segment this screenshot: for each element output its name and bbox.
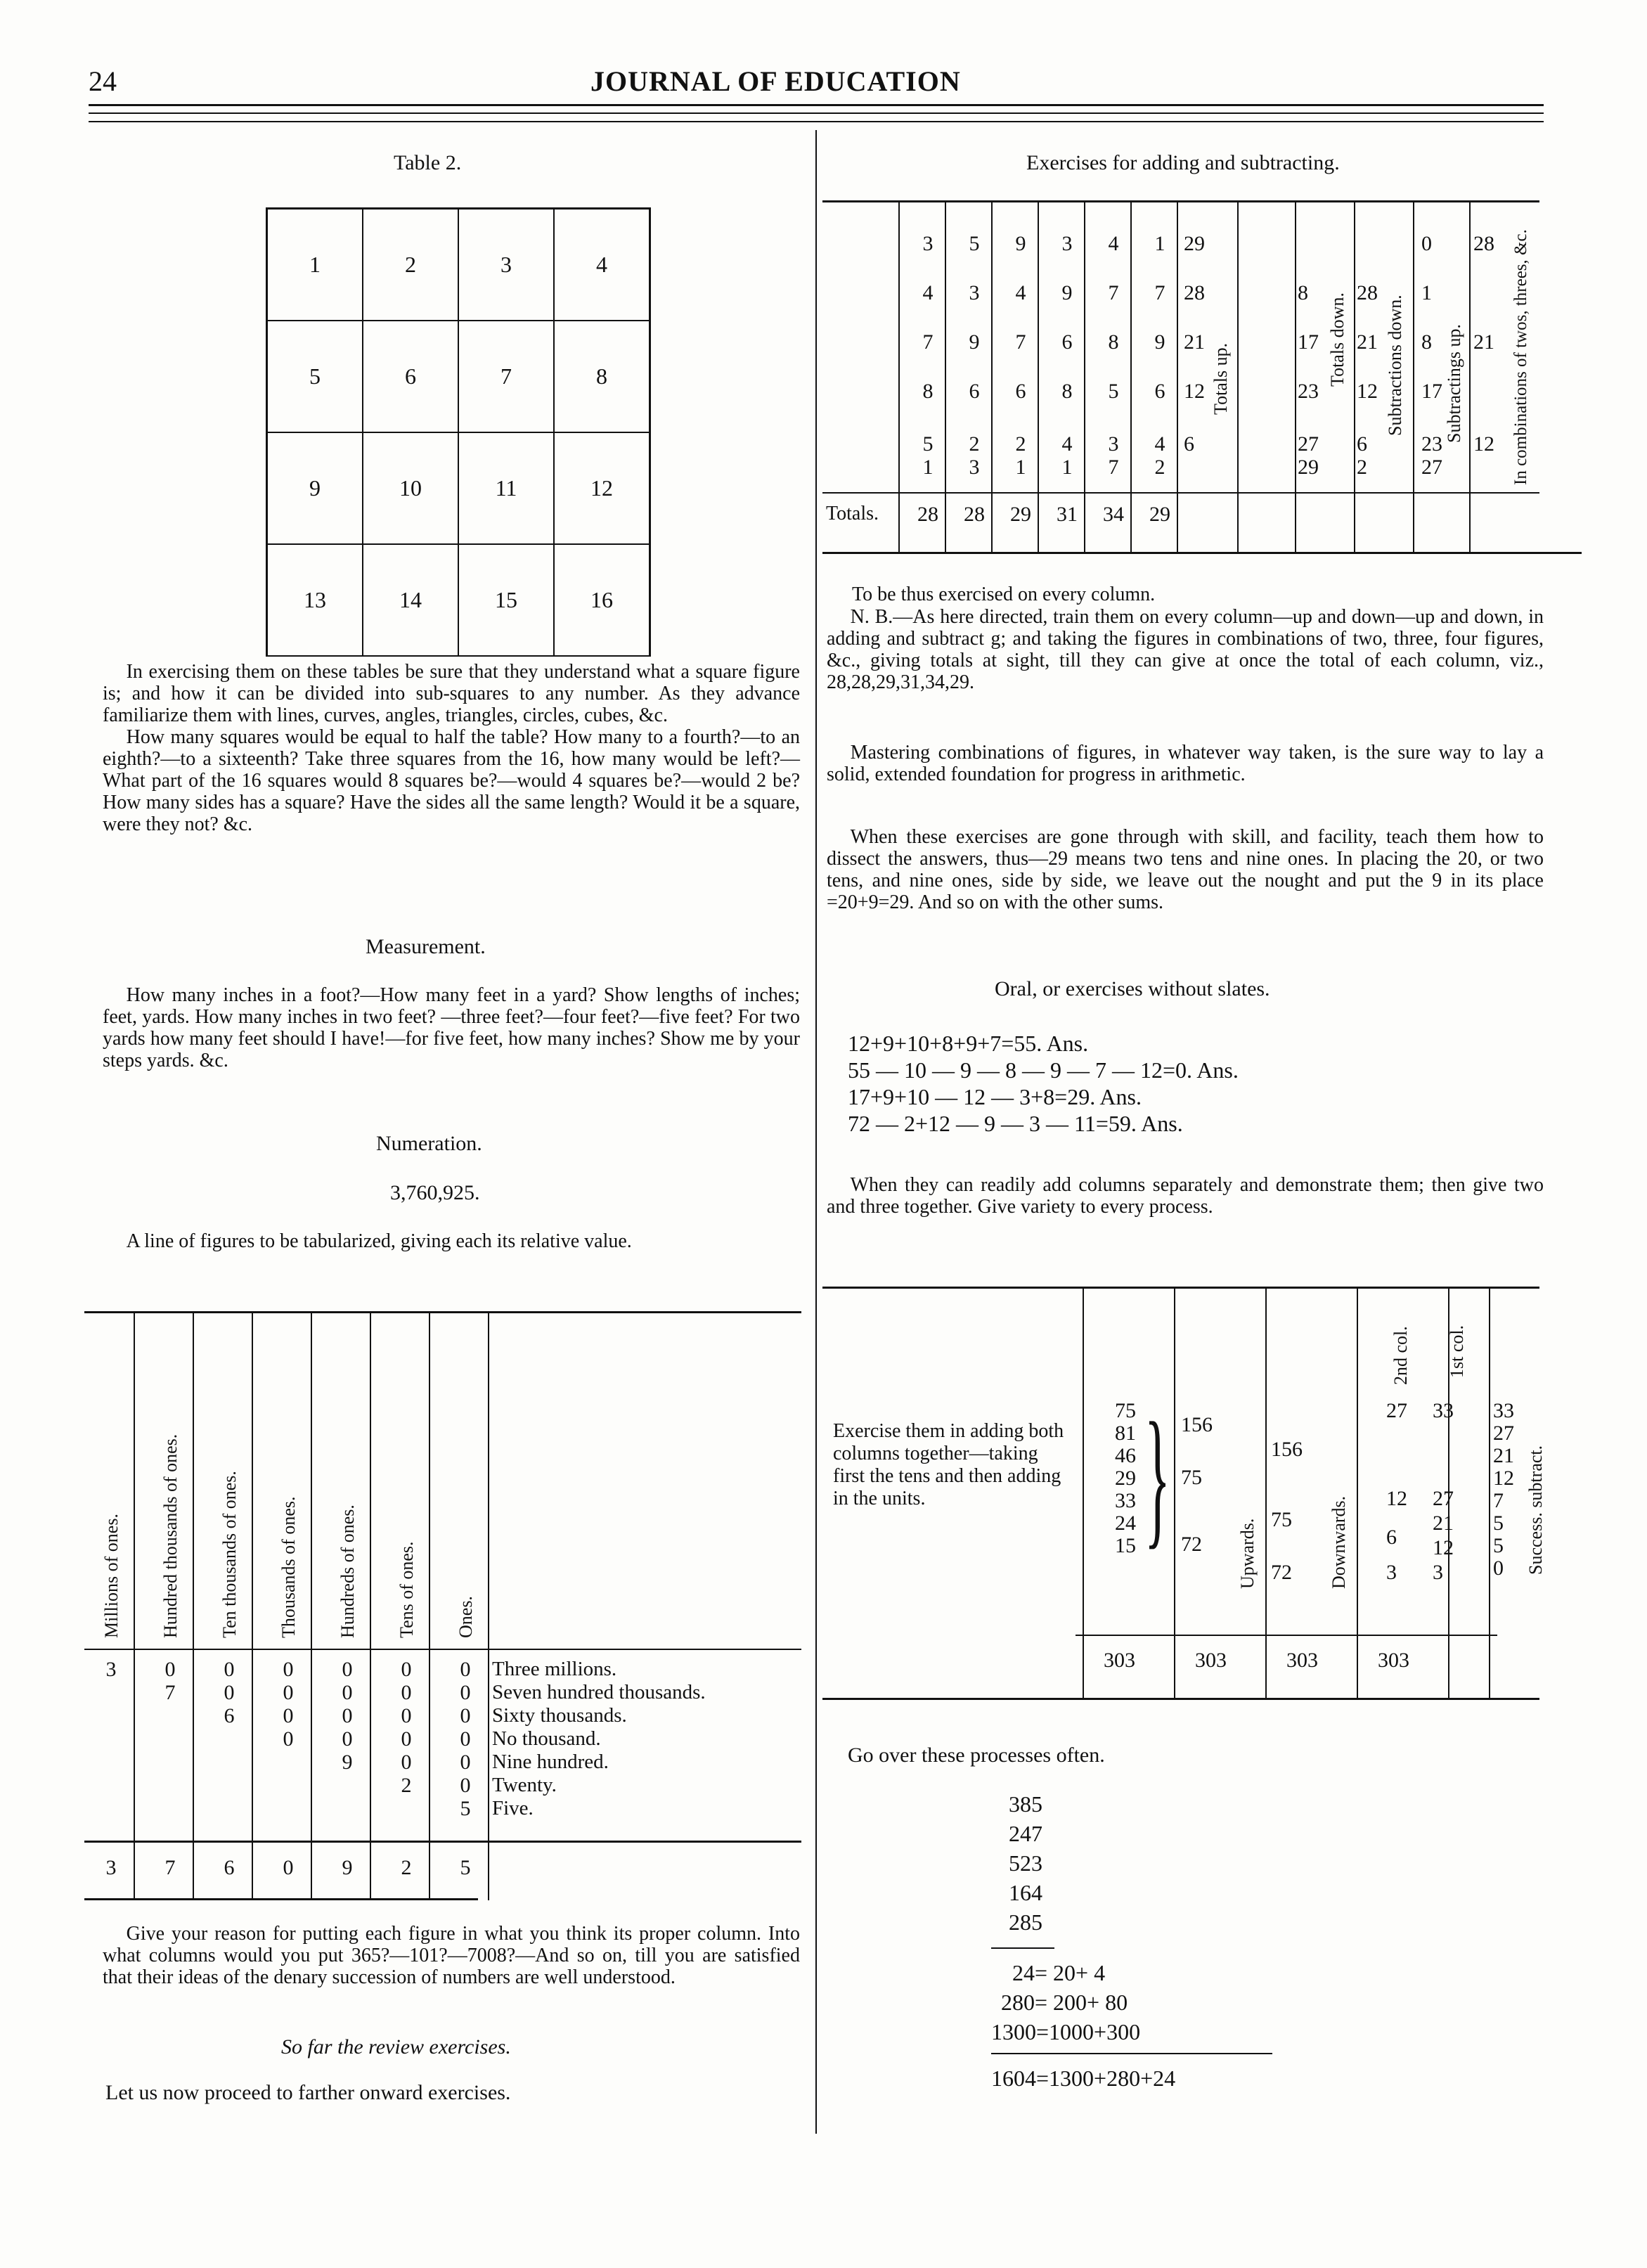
table2-cell: 12: [554, 432, 650, 544]
ex-figure: 7: [922, 330, 934, 354]
table2-cell: 14: [363, 544, 458, 656]
adding-total: 303: [1104, 1649, 1135, 1672]
adding-value: 46: [1115, 1444, 1136, 1467]
place-digit: 5: [460, 1797, 471, 1820]
adding-total: 303: [1195, 1649, 1227, 1672]
place-col-line: [134, 1313, 135, 1900]
totals-down-value: 8: [1298, 281, 1308, 304]
ex-col-line: [991, 202, 993, 554]
place-digit: 3: [105, 1658, 117, 1681]
squares-paragraph: [103, 661, 800, 835]
table2-cell: 7: [458, 321, 554, 432]
table2-cell: 1: [267, 209, 363, 321]
add-col-line: [1489, 1289, 1490, 1700]
place-column-header: Hundred thousands of ones.: [160, 1433, 181, 1638]
add-col-line: [1357, 1289, 1358, 1700]
place-column-header: Ten thousands of ones.: [219, 1471, 240, 1638]
ex-col-line: [945, 202, 946, 554]
add-table-top: [822, 1287, 1539, 1289]
place-digit: 0: [164, 1658, 176, 1681]
ex-figure: 3: [969, 281, 980, 304]
table2-row: [267, 209, 650, 321]
totals-up-value: 28: [1184, 281, 1205, 304]
col2-value: 3: [1386, 1561, 1397, 1584]
place-digit: 0: [460, 1774, 471, 1797]
column-divider: [815, 130, 817, 2134]
sub-up-value: 1: [1421, 281, 1432, 304]
place-column-header: Hundreds of ones.: [337, 1505, 358, 1638]
ex-figure: 2: [969, 432, 980, 456]
sub-down-label: Subtractions down.: [1385, 295, 1405, 436]
place-digit: 0: [401, 1704, 412, 1727]
ex-figure: 4: [1015, 281, 1026, 304]
col1-value: 21: [1433, 1512, 1454, 1535]
ex-figure: 4: [1108, 232, 1119, 255]
ex-total: 29: [1149, 503, 1170, 526]
header-rule: [89, 104, 1544, 106]
place-row-label: Three millions.: [492, 1658, 617, 1680]
table2-cell: 9: [267, 432, 363, 544]
sub-up-value: 0: [1421, 232, 1432, 255]
sum-breakdown-line: 24= 20+ 4: [1012, 1960, 1106, 1985]
header-rule-3: [89, 121, 1544, 122]
ex-figure: 7: [1108, 281, 1119, 304]
adding-brace: }: [1144, 1391, 1170, 1562]
ex-totals-label: Totals.: [826, 503, 879, 524]
place-digit: 2: [401, 1774, 412, 1797]
ex-figure: 9: [1015, 232, 1026, 255]
combos-label: In combinations of twos, threes, &c.: [1511, 229, 1530, 485]
combo-value: 28: [1473, 232, 1494, 255]
place-row-label: Five.: [492, 1797, 534, 1819]
ex-figure: 6: [969, 380, 980, 403]
adding-text: Exercise them in adding both columns together—taking first the tens and then adding in the units.: [833, 1420, 1064, 1509]
journal-title: JOURNAL OF EDUCATION: [590, 65, 961, 97]
ex-col-line: [1084, 202, 1085, 554]
col1-label: 1st col.: [1447, 1325, 1467, 1378]
ex-col-line: [1469, 202, 1471, 554]
ex-figure: 4: [1154, 432, 1165, 456]
place-row-label: Twenty.: [492, 1774, 557, 1796]
ex-figure: 5: [969, 232, 980, 255]
ex-figure: 1: [922, 456, 934, 479]
place-digit: 7: [164, 1681, 176, 1704]
ex-col-line: [1130, 202, 1132, 554]
place-row-label: No thousand.: [492, 1727, 601, 1750]
place-total: 2: [401, 1856, 412, 1879]
upwards-value: 75: [1181, 1466, 1202, 1489]
ex-table-totals-top: [822, 492, 1539, 494]
numeration-heading: Numeration.: [376, 1132, 482, 1155]
col1-value: 27: [1433, 1487, 1454, 1510]
upwards-value: 72: [1181, 1533, 1202, 1556]
place-digit: 0: [401, 1751, 412, 1774]
sum-rule: [991, 1947, 1054, 1949]
success-value: 33: [1493, 1399, 1514, 1422]
table2-cell: 11: [458, 432, 554, 544]
totals-up-value: 12: [1184, 380, 1205, 403]
col2-value: 6: [1386, 1526, 1397, 1549]
place-digit: 9: [342, 1751, 353, 1774]
place-col-line: [311, 1313, 312, 1900]
success-label: Success. subtract.: [1525, 1445, 1546, 1575]
ex-total: 31: [1057, 503, 1078, 526]
sub-up-value: 8: [1421, 330, 1432, 354]
place-digit: 0: [224, 1658, 235, 1681]
ex-col-line: [898, 202, 900, 554]
place-digit: 0: [224, 1681, 235, 1704]
place-col-line: [193, 1313, 194, 1900]
success-value: 12: [1493, 1467, 1514, 1490]
ex-figure: 6: [1061, 330, 1073, 354]
success-value: 0: [1493, 1557, 1504, 1580]
totals-down-label: Totals down.: [1327, 292, 1348, 387]
place-col-line: [488, 1313, 489, 1900]
totals-down-value: 17: [1298, 330, 1319, 354]
review-line: So far the review exercises.: [281, 2035, 511, 2058]
place-digit: 0: [283, 1658, 294, 1681]
place-row-label: Nine hundred.: [492, 1751, 609, 1773]
place-digit: 0: [283, 1727, 294, 1751]
table2-cell: 2: [363, 209, 458, 321]
place-digit: 0: [460, 1727, 471, 1751]
place-digit: 0: [342, 1704, 353, 1727]
place-column-header: Tens of ones.: [396, 1541, 417, 1638]
adding-value: 75: [1115, 1399, 1136, 1422]
ex-figure: 2: [1154, 456, 1165, 479]
sub-down-value: 2: [1357, 456, 1367, 479]
ex-total: 28: [964, 503, 985, 526]
place-total: 3: [105, 1856, 117, 1879]
sum-final-rule: [991, 2053, 1272, 2054]
add-col-line: [1083, 1289, 1084, 1700]
header-rule-2: [89, 112, 1544, 114]
table2-cell: 10: [363, 432, 458, 544]
ex-col-line: [1413, 202, 1414, 554]
when-paragraph: When these exercises are gone through with skill, and facility, teach them how to dissect the answers, thus—29 means two tens and nine ones. In placing the 20, or two tens, and nine ones, side by side, we leave out the nought and put the 9 in its place =20+9=29. And so on with the other sums.: [827, 826, 1544, 913]
place-column-header: Ones.: [456, 1596, 476, 1638]
sum-number: 385: [1009, 1791, 1042, 1817]
col2-value: 12: [1386, 1487, 1407, 1510]
ex-col-line: [1038, 202, 1039, 554]
place-digit: 0: [342, 1727, 353, 1751]
downwards-value: 156: [1271, 1438, 1303, 1461]
reason-paragraph: Give your reason for putting each figure in what you think its proper column. Into what columns would you put 365?—101?—7008?—And so on, till you are satisfied that their ideas of the denary succession of numbers are well understood.: [103, 1923, 800, 1988]
sub-down-value: 21: [1357, 330, 1378, 354]
ex-total: 28: [917, 503, 938, 526]
sum-number: 247: [1009, 1821, 1042, 1846]
adding-value: 81: [1115, 1422, 1136, 1445]
place-total: 0: [283, 1856, 294, 1879]
sub-up-value: 27: [1421, 456, 1442, 479]
sub-down-value: 12: [1357, 380, 1378, 403]
ex-figure: 3: [922, 232, 934, 255]
ex-figure: 3: [1061, 232, 1073, 255]
ex-figure: 6: [1015, 380, 1026, 403]
ex-figure: 8: [1108, 330, 1119, 354]
ex-col-line: [1354, 202, 1355, 554]
sum-numbers: [1009, 1789, 1042, 1937]
ex-figure: 6: [1154, 380, 1165, 403]
sum-breakdown-line: 280= 200+ 80: [1001, 1990, 1128, 2015]
squares-questions: How many squares would be equal to half the table? How many to a fourth?—to an eighth?—to a sixteenth? Take three squares from the 16, how many would be left?—What part of the 16 squares would 8 squares be?—would 4 squares be?—would 2 be? How many sides has a square? Have the sides all the same length? Would it be a square, were they not? &c.: [103, 726, 800, 835]
table2-grid: [266, 207, 651, 657]
place-digit: 0: [342, 1658, 353, 1681]
downwards-value: 72: [1271, 1561, 1292, 1584]
place-table-sep: [84, 1649, 801, 1650]
place-row-label: Seven hundred thousands.: [492, 1681, 706, 1703]
go-over-line: Go over these processes often.: [848, 1744, 1105, 1767]
table2-cell: 13: [267, 544, 363, 656]
place-col-line: [429, 1313, 430, 1900]
adding-total: 303: [1286, 1649, 1318, 1672]
place-total: 9: [342, 1856, 353, 1879]
oral-line: 17+9+10 — 12 — 3+8=29. Ans.: [848, 1084, 1142, 1109]
oral-line: 72 — 2+12 — 9 — 3 — 11=59. Ans.: [848, 1111, 1183, 1136]
oral-line: 12+9+10+8+9+7=55. Ans.: [848, 1031, 1089, 1056]
col1-value: 33: [1433, 1399, 1454, 1422]
sub-down-value: 28: [1357, 281, 1378, 304]
sub-up-label: Subtractings up.: [1444, 324, 1464, 443]
onward-line: Let us now proceed to farther onward exercises.: [105, 2081, 511, 2104]
nb-paragraph: N. B.—As here directed, train them on every column—up and down—up and down, in adding and subtract g; and taking the figures in combinations of two, three, four figures, &c., giving totals at sight, till they can give at once the total of each column, viz., 28,28,29,31,34,29.: [827, 606, 1544, 693]
add-col-line: [1265, 1289, 1267, 1700]
upwards-value: 156: [1181, 1413, 1213, 1436]
place-total: 7: [164, 1856, 176, 1879]
ex-figure: 7: [1015, 330, 1026, 354]
sum-number: 523: [1009, 1850, 1042, 1876]
place-total: 6: [224, 1856, 235, 1879]
place-col-line: [252, 1313, 253, 1900]
add-col-line: [1174, 1289, 1175, 1700]
ex-figure: 3: [969, 456, 980, 479]
combo-value: 12: [1473, 432, 1494, 456]
place-col-line: [370, 1313, 371, 1900]
upwards-label: Upwards.: [1237, 1518, 1258, 1589]
col2-label: 2nd col.: [1390, 1326, 1411, 1385]
ex-figure: 8: [1061, 380, 1073, 403]
mastering-paragraph: Mastering combinations of figures, in whatever way taken, is the sure way to lay a solid, extended foundation for progress in arithmetic.: [827, 742, 1544, 785]
ex-figure: 9: [1061, 281, 1073, 304]
ex-total: 34: [1103, 503, 1124, 526]
place-digit: 6: [224, 1704, 235, 1727]
ex-figure: 9: [969, 330, 980, 354]
totals-down-value: 29: [1298, 456, 1319, 479]
table2-cell: 16: [554, 544, 650, 656]
place-table-top: [84, 1311, 801, 1313]
adding-value: 29: [1115, 1467, 1136, 1490]
table2-cell: 5: [267, 321, 363, 432]
ex-total: 29: [1010, 503, 1031, 526]
table2-cell: 8: [554, 321, 650, 432]
totals-up-value: 29: [1184, 232, 1205, 255]
ex-col-line: [1237, 202, 1239, 554]
table2-row: [267, 544, 650, 656]
place-digit: 0: [460, 1704, 471, 1727]
adding-value: 24: [1115, 1512, 1136, 1535]
ex-figure: 8: [922, 380, 934, 403]
success-value: 5: [1493, 1512, 1504, 1535]
ex-figure: 9: [1154, 330, 1165, 354]
place-digit: 0: [460, 1658, 471, 1681]
ex-figure: 4: [922, 281, 934, 304]
readily-paragraph: When they can readily add columns separately and demonstrate them; then give two and three together. Give variety to every process.: [827, 1174, 1544, 1218]
adding-total: 303: [1378, 1649, 1409, 1672]
table2-row: [267, 432, 650, 544]
sub-down-value: 6: [1357, 432, 1367, 456]
numeration-number: 3,760,925.: [390, 1181, 480, 1204]
ex-figure: 2: [1015, 432, 1026, 456]
place-digit: 0: [283, 1704, 294, 1727]
adding-value: 33: [1115, 1489, 1136, 1512]
ex-figure: 7: [1154, 281, 1165, 304]
ex-col-line: [1295, 202, 1296, 554]
place-total: 5: [460, 1856, 471, 1879]
place-digit: 0: [342, 1681, 353, 1704]
sum-number: 285: [1009, 1909, 1042, 1935]
downwards-label: Downwards.: [1329, 1495, 1349, 1589]
ex-figure: 5: [1108, 380, 1119, 403]
sub-up-value: 23: [1421, 432, 1442, 456]
thus-line: To be thus exercised on every column.: [852, 584, 1156, 605]
totals-up-label: Totals up.: [1210, 342, 1231, 415]
table2-caption: Table 2.: [394, 151, 462, 174]
table2-cell: 3: [458, 209, 554, 321]
oral-heading: Oral, or exercises without slates.: [995, 977, 1270, 1000]
success-value: 27: [1493, 1422, 1514, 1445]
totals-up-value: 6: [1184, 432, 1194, 456]
place-digit: 0: [283, 1681, 294, 1704]
ex-figure: 5: [922, 432, 934, 456]
adding-value: 15: [1115, 1534, 1136, 1557]
table2-cell: 4: [554, 209, 650, 321]
place-digit: 0: [401, 1658, 412, 1681]
downwards-value: 75: [1271, 1508, 1292, 1531]
place-digit: 0: [401, 1681, 412, 1704]
ex-figure: 4: [1061, 432, 1073, 456]
ex-table-bottom: [822, 552, 1582, 554]
success-value: 5: [1493, 1534, 1504, 1557]
ex-table-top: [822, 200, 1539, 202]
oral-line: 55 — 10 — 9 — 8 — 9 — 7 — 12=0. Ans.: [848, 1057, 1239, 1083]
sum-number: 164: [1009, 1880, 1042, 1905]
place-row-label: Sixty thousands.: [492, 1704, 627, 1727]
combo-value: 21: [1473, 330, 1494, 354]
place-table-bottom: [84, 1898, 478, 1900]
numeration-paragraph: A line of figures to be tabularized, giving each its relative value.: [126, 1230, 632, 1252]
col1-value: 12: [1433, 1536, 1454, 1559]
col2-value: 27: [1386, 1399, 1407, 1422]
success-value: 21: [1493, 1444, 1514, 1467]
ex-figure: 7: [1108, 456, 1119, 479]
success-value: 7: [1493, 1489, 1504, 1512]
col1-value: 3: [1433, 1561, 1443, 1584]
add-table-bottom: [822, 1698, 1539, 1700]
measurement-heading: Measurement.: [366, 935, 486, 958]
sum-final: 1604=1300+280+24: [991, 2066, 1176, 2091]
exercises-heading: Exercises for adding and subtracting.: [1026, 151, 1340, 174]
ex-col-line: [1177, 202, 1178, 554]
sum-breakdown: [991, 1958, 1140, 2047]
sum-breakdown-line: 1300=1000+300: [991, 2019, 1141, 2044]
sub-up-value: 17: [1421, 380, 1442, 403]
place-digit: 0: [460, 1751, 471, 1774]
table2-cell: 15: [458, 544, 554, 656]
place-column-header: Millions of ones.: [101, 1514, 122, 1638]
page-number: 24: [89, 65, 117, 97]
totals-down-value: 23: [1298, 380, 1319, 403]
totals-down-value: 27: [1298, 432, 1319, 456]
squares-text: In exercising them on these tables be sure that they understand what a square figure is; and how it can be divided into sub-squares to any number. As they advance familiarize them with lines, curves, angles, triangles, circles, cubes, &c.: [103, 661, 800, 726]
measurement-paragraph: How many inches in a foot?—How many feet in a yard? Show lengths of inches; feet, yards. How many inches in two feet? —three feet?—four feet?—five feet? For two yards how many feet should I have!—for five feet, how many inches? Show me by your steps yards. &c.: [103, 984, 800, 1071]
totals-up-value: 21: [1184, 330, 1205, 354]
place-digit: 0: [401, 1727, 412, 1751]
place-digit: 0: [460, 1681, 471, 1704]
oral-exercises: [848, 1030, 1239, 1137]
place-table-totals-sep: [84, 1841, 801, 1843]
ex-figure: 1: [1015, 456, 1026, 479]
ex-figure: 1: [1154, 232, 1165, 255]
table2-row: [267, 321, 650, 432]
table2-cell: 6: [363, 321, 458, 432]
place-column-header: Thousands of ones.: [278, 1496, 299, 1638]
add-table-totals-top: [1076, 1635, 1497, 1636]
ex-figure: 3: [1108, 432, 1119, 456]
ex-figure: 1: [1061, 456, 1073, 479]
